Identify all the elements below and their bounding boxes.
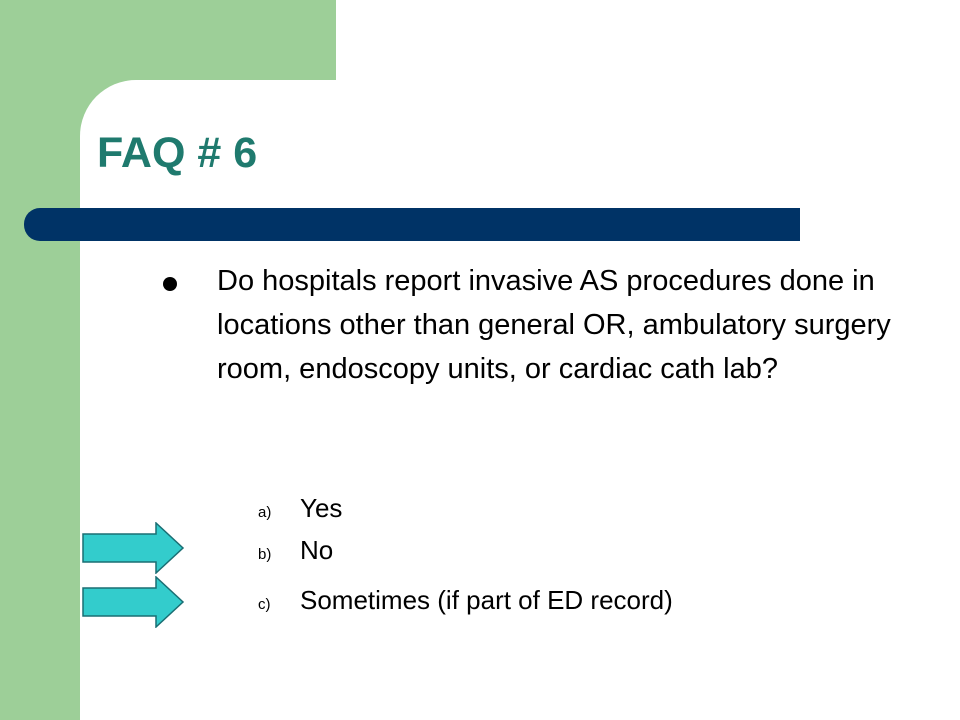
option-label: Sometimes (if part of ED record)	[300, 585, 673, 615]
option-b	[258, 534, 333, 571]
option-label: No	[300, 535, 334, 565]
right-arrow-icon	[82, 522, 186, 574]
option-c	[258, 584, 673, 621]
question-text: Do hospitals report invasive AS procedures done in locations other than general OR, ambulatory surgery room, endoscopy units, or cardiac cath lab?	[217, 265, 891, 385]
title-underline-bar	[24, 208, 800, 241]
option-marker: a)	[258, 504, 272, 521]
right-arrow-icon	[82, 576, 186, 628]
bullet-dot-icon	[163, 277, 177, 291]
option-label: Yes	[300, 493, 343, 523]
option-marker: b)	[258, 546, 272, 563]
option-marker: c)	[258, 596, 271, 613]
slide-title: FAQ # 6	[97, 129, 258, 177]
option-a	[258, 492, 342, 529]
